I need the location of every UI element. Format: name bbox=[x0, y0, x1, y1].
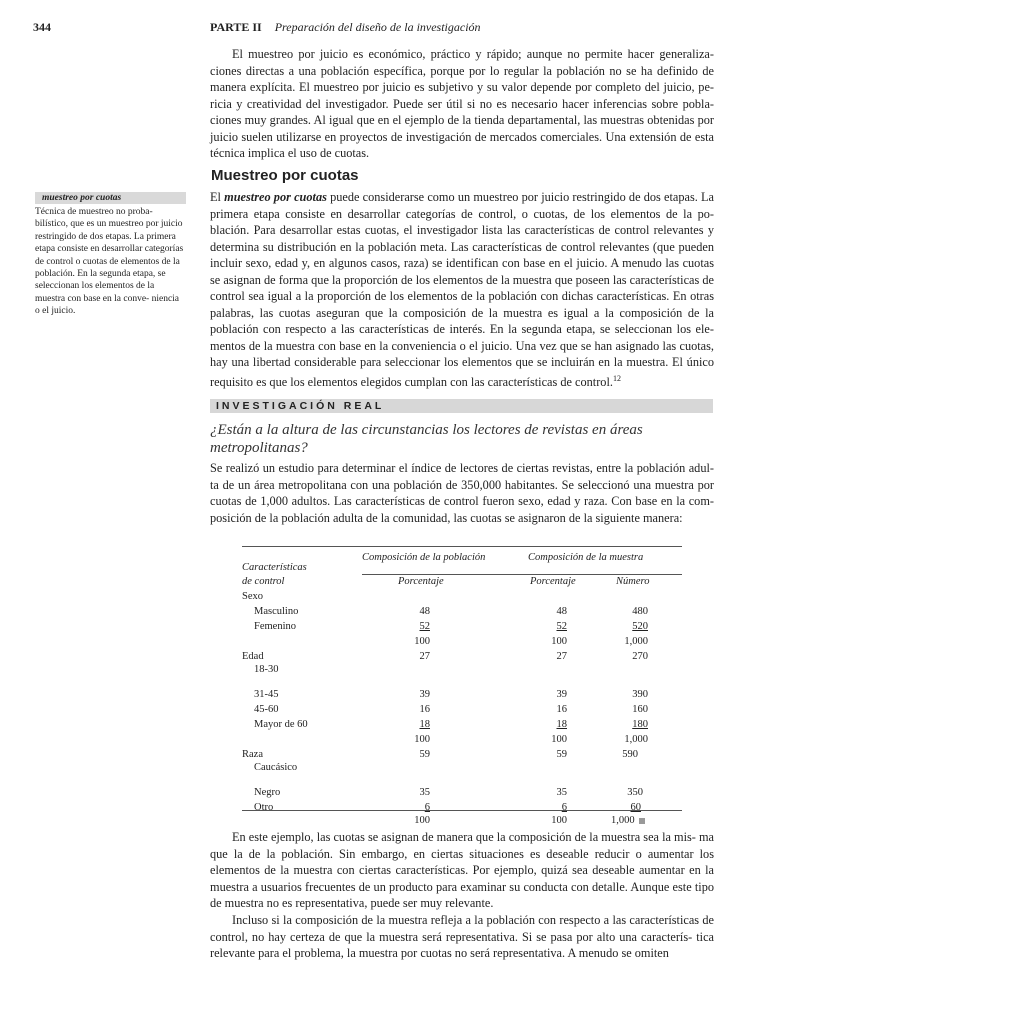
cell-sample-pct: 59 bbox=[556, 749, 567, 760]
row-label: Caucásico bbox=[254, 762, 298, 773]
footnote-ref[interactable]: 12 bbox=[612, 373, 621, 383]
col-header-pop-pct: Porcentaje bbox=[398, 576, 444, 587]
end-square-icon bbox=[639, 818, 645, 824]
defined-term: muestreo por cuotas bbox=[224, 190, 327, 204]
cell-pop-pct: 6 bbox=[424, 802, 430, 813]
real-research-label: INVESTIGACIÓN REAL bbox=[216, 400, 385, 412]
total-cell-wrap bbox=[611, 814, 645, 827]
cell-number: 350 bbox=[627, 787, 643, 798]
cell-pop-pct: 59 bbox=[419, 749, 430, 760]
paragraph-example bbox=[210, 829, 714, 910]
cell-total: 1,000 bbox=[624, 636, 648, 647]
cell-pop-pct: 48 bbox=[419, 606, 430, 617]
cell-sample-pct: 35 bbox=[556, 787, 567, 798]
row-label: Raza bbox=[242, 749, 263, 760]
paragraph-text: El muestreo por juicio es económico, práctico y rápido; aunque no permite hacer generaliza- ciones directas a una población específica, porque por lo regular la población no se ha definido de manera explícita. El muestreo por juicio es subjetivo y su valor depende por completo del juicio, pe- ricia y creatividad del investigador. Puede ser útil si no es necesario hacer inferencias sobre pobla- ciones muy grandes. Al igual que en el ejemplo de la tienda departamental, las muestras obtenidas por juicio suelen utilizarse en proyectos de investigación de mercados comerciales. Una extensión de esta técnica implica el uso de cuotas. bbox=[210, 47, 714, 160]
cell-pop-pct: 27 bbox=[419, 651, 430, 662]
cell-total: 1,000 bbox=[624, 734, 648, 745]
cell-number: 270 bbox=[632, 651, 648, 662]
margin-term: muestreo por cuotas bbox=[42, 193, 122, 203]
cell-total: 100 bbox=[414, 734, 430, 745]
running-header bbox=[210, 20, 481, 35]
cell-number: 590 bbox=[622, 749, 638, 760]
row-label: 45-60 bbox=[254, 704, 279, 715]
paragraph-representativeness bbox=[210, 912, 714, 994]
cell-pop-pct: 52 bbox=[419, 621, 430, 632]
row-label: Masculino bbox=[254, 606, 299, 617]
cell-sample-pct: 52 bbox=[556, 621, 567, 632]
col-header-sample-pct: Porcentaje bbox=[530, 576, 576, 587]
cell-number: 180 bbox=[632, 719, 648, 730]
col-header-number: Número bbox=[616, 576, 650, 587]
paragraph-text bbox=[210, 189, 714, 390]
cell-number: 60 bbox=[630, 802, 641, 813]
paragraph-quota-sampling bbox=[210, 189, 714, 401]
row-label: Otro bbox=[254, 802, 274, 813]
cell-number: 520 bbox=[632, 621, 648, 632]
group-header-sample: Composición de la muestra bbox=[528, 552, 644, 563]
chapter-subtitle: Preparación del diseño de la investigación bbox=[274, 20, 481, 34]
cell-sample-pct: 39 bbox=[556, 689, 567, 700]
margin-definition: Técnica de muestreo no proba- bilístico, que es un muestreo por juicio restringido de dos etapas. La primera etapa consiste en desarrollar categorías de control o cuotas de elementos de la población. En la segunda etapa, se seleccionan los elementos de la muestra con base en la conve- niencia o el juicio. bbox=[35, 207, 184, 317]
cell-total: 100 bbox=[551, 636, 567, 647]
table-top-rule bbox=[242, 546, 682, 547]
row-label: Femenino bbox=[254, 621, 296, 632]
row-label: Negro bbox=[254, 787, 281, 798]
cell-sample-pct: 18 bbox=[556, 719, 567, 730]
cell-sample-pct: 48 bbox=[556, 606, 567, 617]
text-run: puede considerarse como un muestreo por juicio restringido de dos etapas. La primera etapa consiste en desarrollar categorías de control, o cuotas, de los elementos de la po- blación. Para desarrollar estas cuotas, el investigador lista las características de control relevantes y determina su distribución en la población meta. Las características de control relevantes (que pueden incluir sexo, edad y, en algunos casos, raza) se identifican con base en el juicio. A menudo las cuotas se asignan de forma que la proporción de los elementos de la muestra que poseen las características de control sea igual a la proporción de los elementos de la población con dichas características. En otras palabras, las cuotas aseguran que la composición de la muestra es igual a la composición de la población con respecto a las características de interés. En la segunda etapa, se seleccionan los ele- mentos de la muestra con base en la conveniencia o el juicio. Una vez que se han asignado las cuotas, hay una libertad considerable para seleccionar los elementos que se incluirán en la muestra. El único requisito es que los elementos elegidos cumplan con las características de control. bbox=[210, 190, 714, 389]
row-label: Mayor de 60 bbox=[254, 719, 308, 730]
paragraph-text: Incluso si la composición de la muestra refleja a la población con respecto a las características de control, no hay certeza de que la muestra será representativa. Si se pasa por alto una caracterís- tica relevante para el problema, la muestra por cuotas no será representativa. A menudo se omiten bbox=[210, 913, 714, 960]
section-heading: Muestreo por cuotas bbox=[211, 167, 359, 184]
col-header-characteristics: Características bbox=[242, 562, 307, 573]
table-bottom-rule bbox=[242, 810, 682, 811]
cell-sample-pct: 27 bbox=[556, 651, 567, 662]
cell-total: 100 bbox=[414, 636, 430, 647]
real-research-title: ¿Están a la altura de las circunstancias los lectores de revistas en áreas metropolitanas? bbox=[210, 422, 643, 456]
cell-number: 480 bbox=[632, 606, 648, 617]
cell-number: 160 bbox=[632, 704, 648, 715]
cell-pop-pct: 18 bbox=[419, 719, 430, 730]
group-header-population: Composición de la población bbox=[362, 552, 486, 563]
cell-pop-pct: 16 bbox=[419, 704, 430, 715]
col-header-characteristics-2: de control bbox=[242, 576, 285, 587]
cell-pop-pct: 39 bbox=[419, 689, 430, 700]
page-number: 344 bbox=[33, 20, 51, 34]
cell-total: 100 bbox=[551, 734, 567, 745]
cell-total: 100 bbox=[551, 815, 567, 826]
text-run: El bbox=[210, 190, 225, 204]
cell-sample-pct: 16 bbox=[556, 704, 567, 715]
paragraph-judgment-sampling bbox=[210, 46, 714, 172]
real-research-body bbox=[210, 460, 714, 542]
cell-total: 1,000 bbox=[611, 815, 635, 826]
row-label: Sexo bbox=[242, 591, 263, 602]
paragraph-text: En este ejemplo, las cuotas se asignan de manera que la composición de la muestra sea la mis- ma que la de la población. Sin embargo, en ciertas situaciones es deseable reducir o aumentar los elementos de la muestra con ciertas características. Por ejemplo, quizá sea deseable aumentar en la muestra a usuarios frecuentes de un producto para examinar su conducta con detalle. Aunque este tipo de muestra no es representativa, puede ser muy relevante. bbox=[210, 830, 714, 910]
row-label: 18-30 bbox=[254, 664, 279, 675]
row-label: 31-45 bbox=[254, 689, 279, 700]
cell-number: 390 bbox=[632, 689, 648, 700]
cell-pop-pct: 35 bbox=[419, 787, 430, 798]
cell-total: 100 bbox=[414, 815, 430, 826]
part-label: PARTE II bbox=[210, 20, 262, 34]
paragraph-text: Se realizó un estudio para determinar el índice de lectores de ciertas revistas, entre la población adul- ta de un área metropolitana con una población de 350,000 habitantes. Se seleccionó una muestra por cuotas de 1,000 adultos. Las características de control fueron sexo, edad y raza. Con base en la com- posición de la población adulta de la comunidad, las cuotas se asignaron de la siguiente manera: bbox=[210, 461, 714, 525]
cell-sample-pct: 6 bbox=[561, 802, 567, 813]
row-label: Edad bbox=[242, 651, 264, 662]
